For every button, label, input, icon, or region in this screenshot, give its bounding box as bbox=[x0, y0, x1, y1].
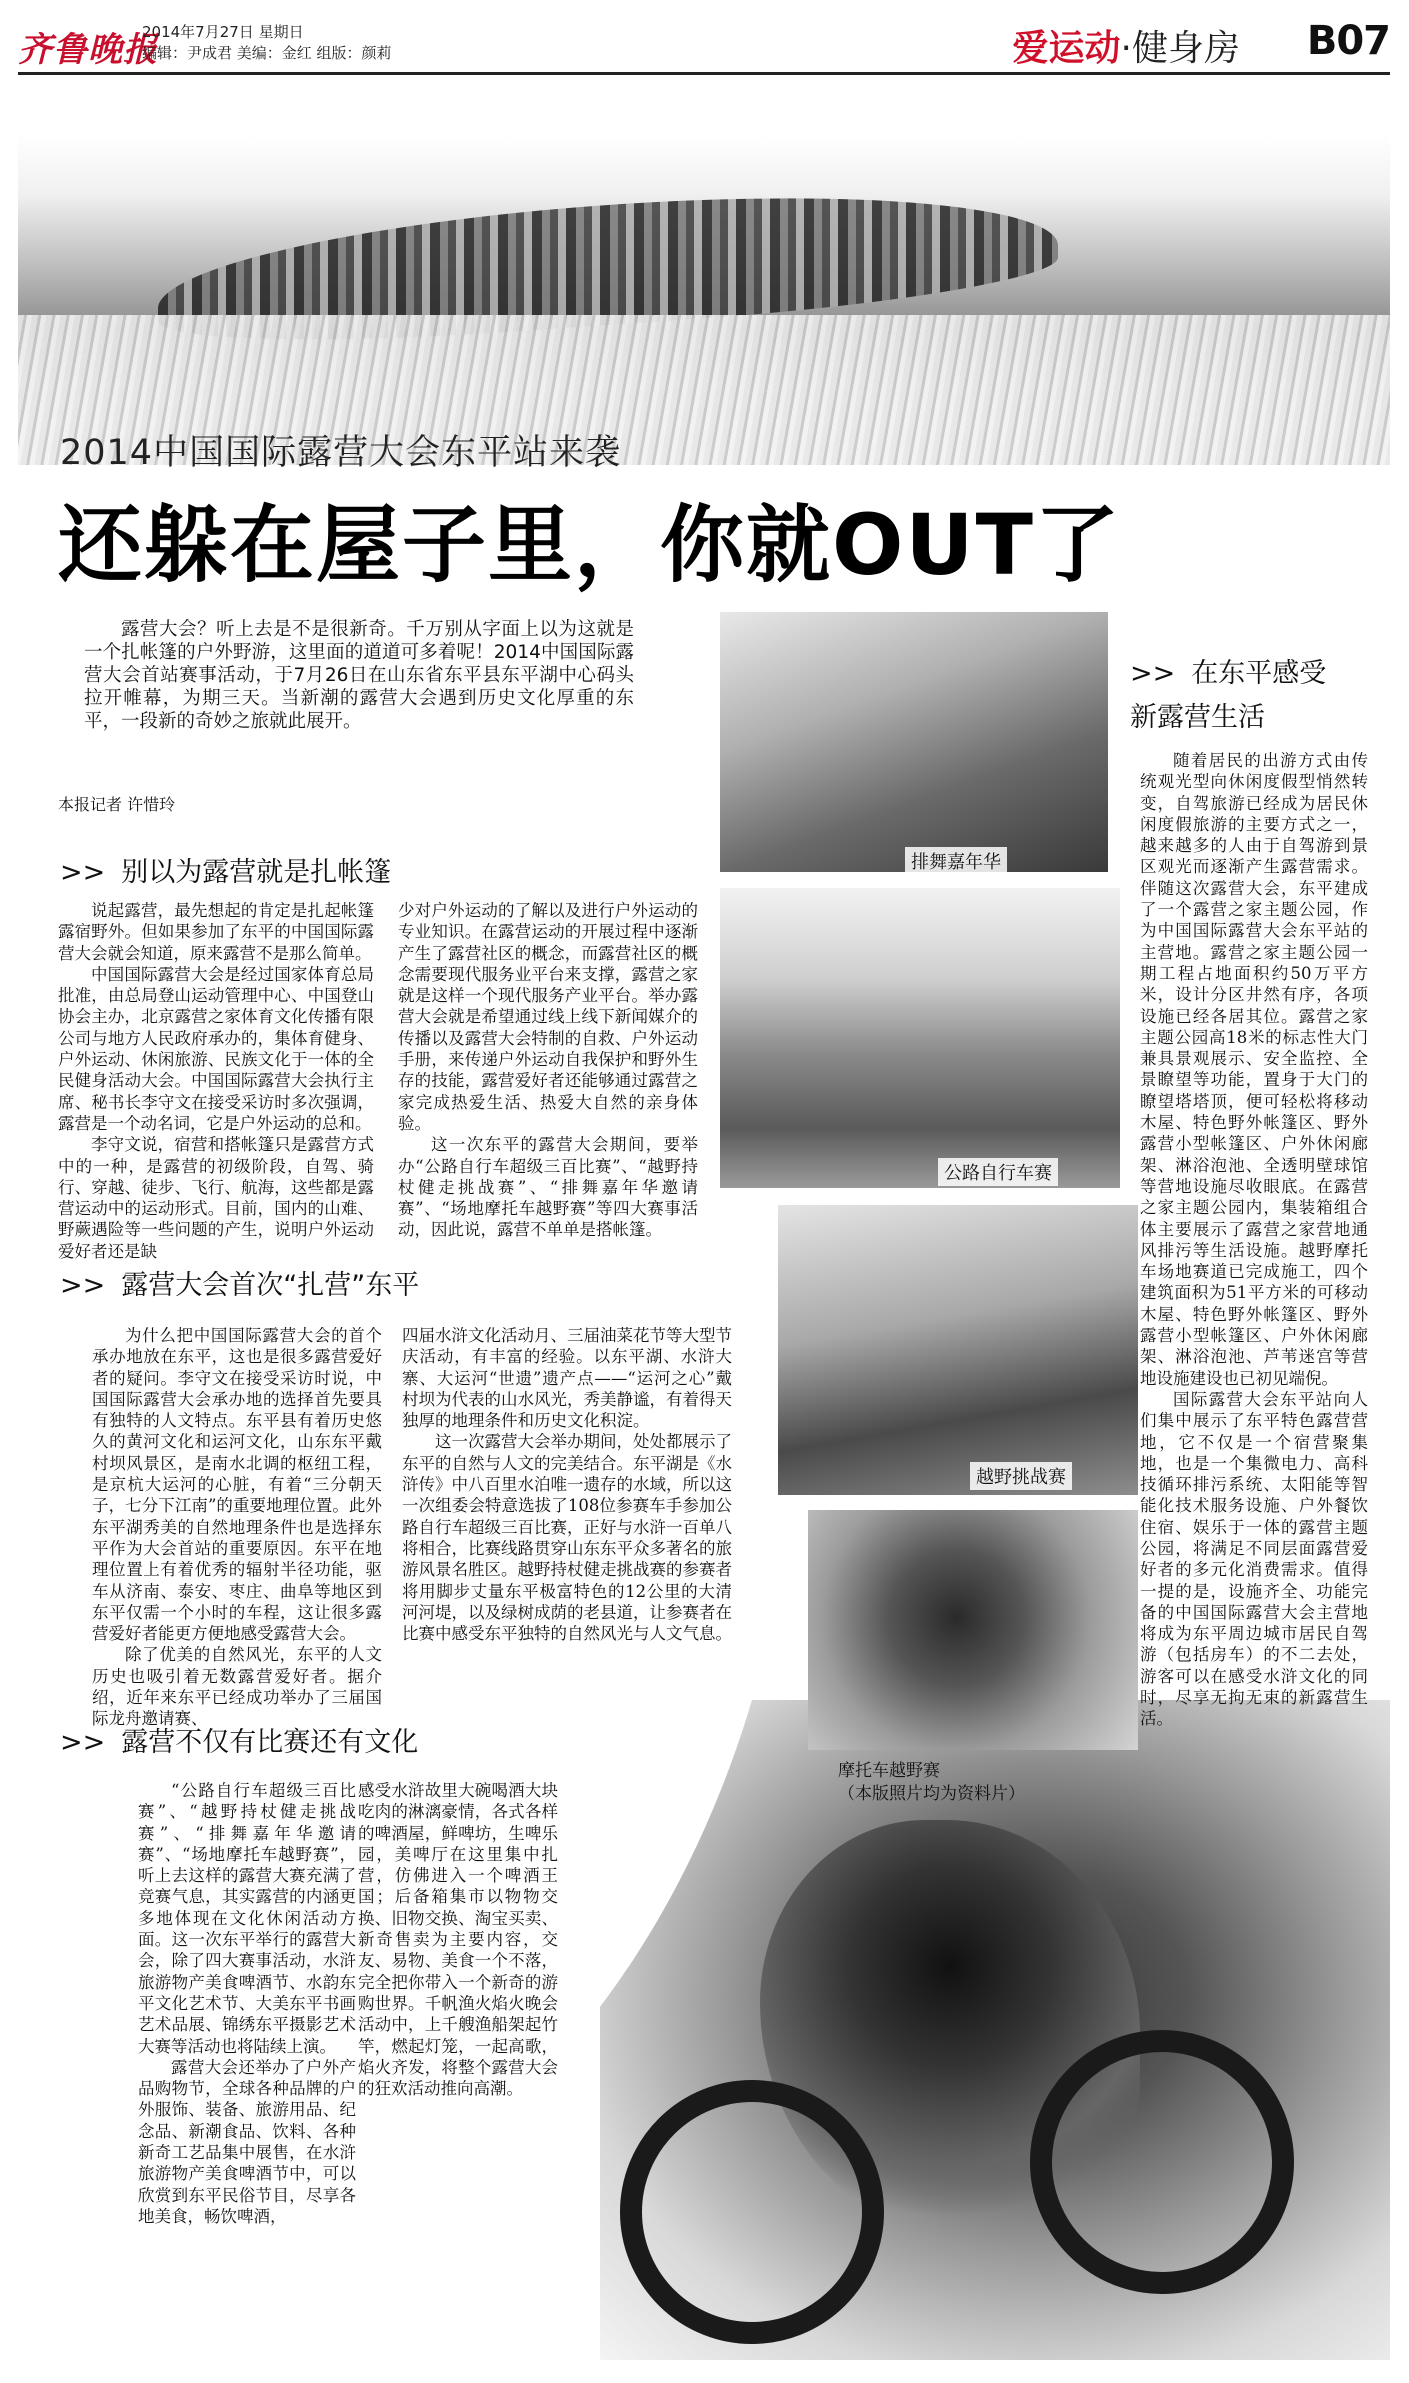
section-main: 爱运动 bbox=[1012, 28, 1121, 69]
banner-cycling-photo bbox=[18, 135, 1390, 465]
section-1-left-column bbox=[58, 900, 374, 1262]
dance-photo bbox=[720, 612, 1108, 872]
sidebar-heading bbox=[1130, 652, 1326, 740]
issue-meta bbox=[142, 22, 392, 64]
moto-caption-title: 摩托车越野赛 bbox=[838, 1761, 940, 1781]
moto-race-photo bbox=[808, 1510, 1138, 1750]
cycling-caption: 公路自行车赛 bbox=[938, 1158, 1058, 1186]
moto-caption-note: （本版照片均为资料片） bbox=[838, 1784, 1025, 1804]
sidebar-heading-line1: 在东平感受 bbox=[1191, 658, 1327, 689]
article-headline: 还躲在屋子里，你就OUT了 bbox=[58, 496, 1121, 594]
front-wheel bbox=[620, 2080, 884, 2344]
paragraph: 随着居民的出游方式由传统观光型向休闲度假型悄然转变，自驾旅游已经成为居民休闲度假旅游的主要方式之一，越来越多的人由于自驾游到景区观光而逐渐产生露营需求。伴随这次露营大会，东平建成了一个露营之家主题公园，作为中国国际露营大会东平站的主营地。露营之家主题公园一期工程占地面积约50万平方米，设计分区井然有序，各项设施已经各居其位。露营之家主题公园高18米的标志性大门兼具景观展示、安全监控、全景瞭望等功能，置身于大门的瞭望塔塔顶，便可轻松将移动木屋、特色野外帐篷区、野外露营小型帐篷区、户外休闲廊架、淋浴泡池、全透明壁球馆等营地设施尽收眼底。在露营之家主题公园内，集装箱组合体主要展示了露营之家营地通风排污等生活设施。越野摩托车场地赛道已完成施工，四个建筑面积为51平方米的可移动木屋、特色野外帐篷区、野外露营小型帐篷区、户外休闲廊架、淋浴泡池、芦苇迷宫等营地设施建设也已初见端倪。 bbox=[1140, 751, 1368, 1388]
section-heading-text: 露营不仅有比赛还有文化 bbox=[121, 1727, 419, 1758]
section-arrow-icon: >> bbox=[60, 1727, 106, 1758]
masthead bbox=[18, 18, 1390, 68]
section-heading-text: 别以为露营就是扎帐篷 bbox=[121, 857, 392, 888]
section-2-left-column bbox=[92, 1325, 382, 1730]
section-sub: 健身房 bbox=[1131, 28, 1240, 69]
paragraph: 感受水浒故里大碗喝酒大块吃肉的淋漓豪情，各式各样的啤酒屋，鲜啤坊，生啤乐园，美啤厅在这里集中扎营，仿佛进入一个啤酒王国；后备箱集市以物物交换、旧物交换、淘宝买卖、新奇售卖为主要内容，交友、易物、美食一个不落，完全把你带入一个新奇的游购世界。千帆渔火焰火晚会活动中，上千艘渔船架起竹竿，燃起灯笼，一起高歌，焰火齐发，将整个露营大会的狂欢活动推向高潮。 bbox=[358, 1781, 558, 2099]
section-heading-3 bbox=[60, 1720, 418, 1759]
paragraph: 国际露营大会东平站向人们集中展示了东平特色露营营地，它不仅是一个宿营聚集地，也是一个集微电力、高科技循环排污系统、太阳能等智能化技术服务设施、户外餐饮住宿、娱乐于一体的露营主题公园，将满足不同层面露营爱好者的多元化消费需求。值得一提的是，设施齐全、功能完备的中国国际露营大会主营地将成为东平周边城市居民自驾游（包括房车）的不二去处，游客可以在感受水浒文化的同时，尽享无拘无束的新露营生活。 bbox=[1140, 1389, 1368, 1729]
header-rule bbox=[18, 72, 1390, 75]
paragraph: “公路自行车超级三百比赛”、“越野持杖健走挑战赛”、“排舞嘉年华邀请赛”、“场地摩托车越野赛”，听上去这样的露营大赛充满了竞赛气息，其实露营的内涵更多地体现在文化休闲活动方面。这一次东平举行的露营大会，除了四大赛事活动，水浒旅游物产美食啤酒节、水韵东平文化艺术节、大美东平书画艺术品展、锦绣东平摄影艺术大赛等活动也将陆续上演。 bbox=[138, 1781, 356, 2056]
paragraph: 为什么把中国国际露营大会的首个承办地放在东平，这也是很多露营爱好者的疑问。李守文在接受采访时说，中国国际露营大会承办地的选择首先要具有独特的人文特点。东平县有着历史悠久的黄河文化和运河文化，山东东平戴村坝风景区，是南水北调的枢纽工程，是京杭大运河的心脏，有着“三分朝天子，七分下江南”的重要地理位置。此外东平湖秀美的自然地理条件也是选择东平作为大会首站的重要原因。东平在地理位置上有着优秀的辐射半径功能，驱车从济南、泰安、枣庄、曲阜等地区到东平仅需一个小时的车程，这让很多露营爱好者能更方便地感受露营大会。 bbox=[92, 1326, 382, 1644]
paragraph: 这一次露营大会举办期间，处处都展示了东平的自然与人文的完美结合。东平湖是《水浒传》中八百里水泊唯一遗存的水域，所以这一次组委会特意选拔了108位参赛车手参加公路自行车超级三百比赛，正好与水浒一百单八将相合，比赛线路贯穿山东东平众多著名的旅游风景名胜区。越野持杖健走挑战赛的参赛者将用脚步丈量东平极富特色的12公里的大清河河堤，以及绿树成荫的老县道，让参赛者在比赛中感受东平独特的自然风光与人文气息。 bbox=[402, 1432, 732, 1644]
cycling-race-photo bbox=[720, 888, 1120, 1188]
article-byline: 本报记者 许惜玲 bbox=[58, 795, 176, 814]
paragraph: 这一次东平的露营大会期间，要举办“公路自行车超级三百比赛”、“越野持杖健走挑战赛”、“排舞嘉年华邀请赛”、“场地摩托车越野赛”等四大赛事活动，因此说，露营不单单是搭帐篷。 bbox=[398, 1135, 698, 1240]
newspaper-logo: 齐鲁晚报 bbox=[18, 30, 158, 70]
paragraph: 中国国际露营大会是经过国家体育总局批准，由总局登山运动管理中心、中国登山协会主办，北京露营之家体育文化传播有限公司与地方人民政府承办的，集体育健身、户外运动、休闲旅游、民族文化于一体的全民健身活动大会。中国国际露营大会执行主席、秘书长李守文在接受采访时多次强调，露营是一个动名词，它是户外运动的总和。 bbox=[58, 964, 374, 1133]
section-3-right-column bbox=[358, 1780, 558, 2099]
page-number: B07 bbox=[1306, 18, 1390, 64]
section-1-right-column bbox=[398, 900, 698, 1241]
section-2-right-column bbox=[402, 1325, 732, 1644]
sidebar-heading-line2: 新露营生活 bbox=[1130, 702, 1265, 733]
section-title bbox=[1013, 20, 1240, 71]
paragraph: 李守文说，宿营和搭帐篷只是露营方式中的一种，是露营的初级阶段，自驾、骑行、穿越、徒步、飞行、航海，这些都是露营运动中的运动形式。目前，国内的山难、野蕨遇险等一些问题的产生，说明户外运动爱好者还是缺 bbox=[58, 1135, 374, 1261]
section-arrow-icon: >> bbox=[60, 857, 106, 888]
section-3-left-column bbox=[138, 1780, 356, 2227]
article-kicker: 2014中国国际露营大会东平站来袭 bbox=[60, 433, 622, 473]
section-separator: · bbox=[1120, 28, 1132, 69]
section-heading-text: 露营大会首次“扎营”东平 bbox=[121, 1270, 420, 1301]
paragraph: 四届水浒文化活动月、三届油菜花节等大型节庆活动，有丰富的经验。以东平湖、水浒大寨、大运河“世遗”遗产点——“运河之心”戴村坝为代表的山水风光，秀美静谧，有着得天独厚的地理条件和历史文化积淀。 bbox=[402, 1326, 732, 1431]
sidebar-arrow-icon: >> bbox=[1130, 658, 1176, 689]
paragraph: 露营大会还举办了户外产品购物节，全球各种品牌的户外服饰、装备、旅游用品、纪念品、新潮食品、饮料、各种新奇工艺品集中展售，在水浒旅游物产美食啤酒节中，可以欣赏到东平民俗节目，尽享各地美食，畅饮啤酒， bbox=[138, 2057, 356, 2226]
paragraph: 少对户外运动的了解以及进行户外运动的专业知识。在露营运动的开展过程中逐渐产生了露营社区的概念，而露营社区的概念需要现代服务业平台来支撑，露营之家就是这样一个现代服务产业平台。举办露营大会就是希望通过线上线下新闻媒介的传播以及露营大会特制的自救、户外运动手册，来传递户外运动自我保护和野外生存的技能，露营爱好者还能够通过露营之家完成热爱生活、热爱大自然的亲身体验。 bbox=[398, 901, 698, 1133]
issue-staff: 编辑：尹成君 美编：金红 组版：颜莉 bbox=[142, 44, 392, 62]
rear-wheel bbox=[1030, 2030, 1294, 2294]
section-heading-2 bbox=[60, 1263, 419, 1302]
section-heading-1 bbox=[60, 850, 391, 889]
paragraph: 说起露营，最先想起的肯定是扎起帐篷露宿野外。但如果参加了东平的中国国际露营大会就会知道，原来露营不是那么简单。 bbox=[58, 901, 374, 963]
moto-caption bbox=[838, 1760, 1025, 1806]
section-arrow-icon: >> bbox=[60, 1270, 106, 1301]
dance-caption: 排舞嘉年华 bbox=[905, 847, 1007, 875]
hiking-photo bbox=[778, 1205, 1138, 1495]
sidebar-column bbox=[1140, 750, 1368, 1730]
article-lead: 露营大会？听上去是不是很新奇。千万别从字面上以为这就是一个扎帐篷的户外野游，这里面的道道可多着呢！2014中国国际露营大会首站赛事活动，于7月26日在山东省东平县东平湖中心码头拉开帷幕，为期三天。当新潮的露营大会遇到历史文化厚重的东平，一段新的奇妙之旅就此展开。 bbox=[84, 619, 634, 732]
paragraph: 除了优美的自然风光，东平的人文历史也吸引着无数露营爱好者。据介绍，近年来东平已经成功举办了三届国际龙舟邀请赛、 bbox=[92, 1645, 382, 1729]
hiking-caption: 越野挑战赛 bbox=[970, 1462, 1072, 1490]
issue-date: 2014年7月27日 星期日 bbox=[142, 23, 304, 41]
